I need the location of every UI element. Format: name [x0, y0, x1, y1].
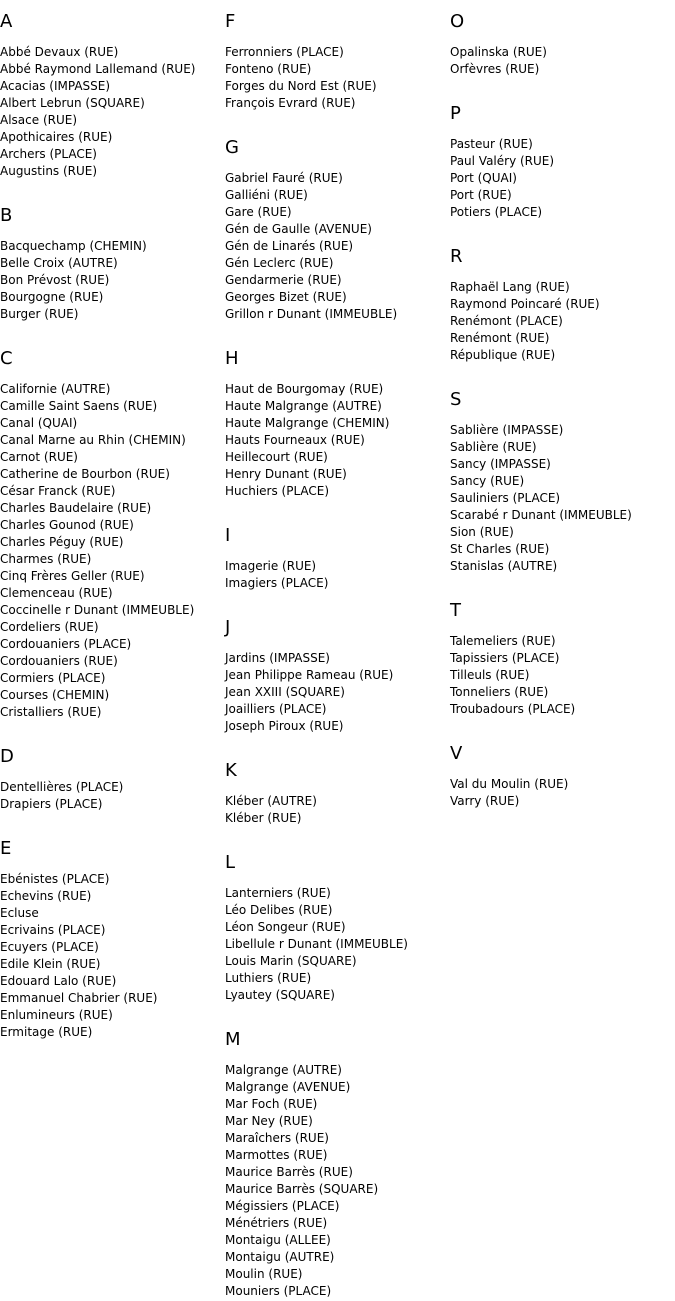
- group-spacer: [225, 112, 450, 126]
- street-item: Tilleuls (RUE): [450, 668, 530, 682]
- street-item: Raymond Poincaré (RUE): [450, 297, 600, 311]
- street-item: Malgrange (AUTRE): [225, 1063, 342, 1077]
- street-item: Sancy (RUE): [450, 474, 525, 488]
- street-item: Luthiers (RUE): [225, 971, 312, 985]
- letter-group-o: [450, 12, 675, 78]
- street-item: Belle Croix (AUTRE): [0, 256, 118, 270]
- group-spacer: [450, 718, 675, 732]
- group-spacer: [225, 500, 450, 514]
- letter-heading: L: [225, 852, 236, 873]
- street-list: [225, 558, 450, 592]
- street-item: Montaigu (AUTRE): [225, 1250, 335, 1264]
- street-list: [450, 776, 675, 810]
- street-list: [0, 238, 225, 323]
- group-spacer: [450, 364, 675, 378]
- street-list: [450, 422, 675, 575]
- street-item: Val du Moulin (RUE): [450, 777, 569, 791]
- street-item: Joseph Piroux (RUE): [225, 719, 344, 733]
- letter-heading: A: [0, 11, 13, 32]
- street-item: Sablière (RUE): [450, 440, 537, 454]
- letter-heading: H: [225, 348, 239, 369]
- street-item: Echevins (RUE): [0, 889, 92, 903]
- street-item: Ecluse: [0, 906, 39, 920]
- street-item: Cordouaniers (RUE): [0, 654, 118, 668]
- street-item: Haute Malgrange (CHEMIN): [225, 416, 390, 430]
- street-item: Cordouaniers (PLACE): [0, 637, 132, 651]
- street-list: [225, 1062, 450, 1300]
- street-item: Port (QUAI): [450, 171, 517, 185]
- street-index-column-3: [450, 0, 675, 810]
- group-spacer: [225, 592, 450, 606]
- street-item: Huchiers (PLACE): [225, 484, 330, 498]
- street-item: Edile Klein (RUE): [0, 957, 101, 971]
- street-item: Canal (QUAI): [0, 416, 78, 430]
- street-item: Opalinska (RUE): [450, 45, 547, 59]
- street-item: Cormiers (PLACE): [0, 671, 106, 685]
- street-item: Port (RUE): [450, 188, 512, 202]
- street-item: Camille Saint Saens (RUE): [0, 399, 158, 413]
- street-item: Sion (RUE): [450, 525, 514, 539]
- street-item: Haut de Bourgomay (RUE): [225, 382, 384, 396]
- street-item: Ménétriers (RUE): [225, 1216, 328, 1230]
- street-item: Abbé Devaux (RUE): [0, 45, 119, 59]
- street-index-column-1: [0, 0, 225, 1041]
- street-item: Gendarmerie (RUE): [225, 273, 342, 287]
- letter-heading: T: [450, 600, 461, 621]
- letter-heading: D: [0, 746, 14, 767]
- street-item: Bon Prévost (RUE): [0, 273, 110, 287]
- street-list: [450, 136, 675, 221]
- street-item: Talemeliers (RUE): [450, 634, 556, 648]
- street-item: Ermitage (RUE): [0, 1025, 93, 1039]
- letter-group-a: [0, 12, 225, 180]
- street-item: Apothicaires (RUE): [0, 130, 113, 144]
- group-spacer: [225, 323, 450, 337]
- street-item: Jean Philippe Rameau (RUE): [225, 668, 394, 682]
- letter-group-l: [225, 827, 450, 1004]
- street-item: Tapissiers (PLACE): [450, 651, 560, 665]
- group-spacer: [450, 78, 675, 92]
- letter-group-s: [450, 364, 675, 575]
- letter-group-d: [0, 721, 225, 813]
- street-item: Archers (PLACE): [0, 147, 97, 161]
- street-item: Sablière (IMPASSE): [450, 423, 564, 437]
- street-list: [0, 44, 225, 180]
- street-item: Dentellières (PLACE): [0, 780, 124, 794]
- street-item: Malgrange (AVENUE): [225, 1080, 351, 1094]
- street-item: Mouniers (PLACE): [225, 1284, 332, 1298]
- street-item: Varry (RUE): [450, 794, 520, 808]
- letter-group-r: [450, 221, 675, 364]
- street-item: Maraîchers (RUE): [225, 1131, 329, 1145]
- street-item: Mar Foch (RUE): [225, 1097, 318, 1111]
- letter-group-g: [225, 112, 450, 323]
- letter-group-p: [450, 78, 675, 221]
- letter-heading: I: [225, 525, 231, 546]
- street-list: [225, 44, 450, 112]
- street-item: Renémont (PLACE): [450, 314, 563, 328]
- street-item: Emmanuel Chabrier (RUE): [0, 991, 158, 1005]
- street-item: St Charles (RUE): [450, 542, 550, 556]
- street-item: Scarabé r Dunant (IMMEUBLE): [450, 508, 632, 522]
- street-item: Troubadours (PLACE): [450, 702, 576, 716]
- street-item: Cordeliers (RUE): [0, 620, 99, 634]
- street-item: Augustins (RUE): [0, 164, 98, 178]
- group-spacer: [225, 735, 450, 749]
- street-item: Cinq Frères Geller (RUE): [0, 569, 145, 583]
- street-item: Lyautey (SQUARE): [225, 988, 335, 1002]
- street-item: Montaigu (ALLEE): [225, 1233, 331, 1247]
- street-list: [450, 44, 675, 78]
- street-list: [225, 170, 450, 323]
- street-item: Albert Lebrun (SQUARE): [0, 96, 145, 110]
- group-spacer: [225, 827, 450, 841]
- letter-heading: C: [0, 348, 13, 369]
- street-item: Grillon r Dunant (IMMEUBLE): [225, 307, 398, 321]
- street-item: Georges Bizet (RUE): [225, 290, 347, 304]
- street-item: Courses (CHEMIN): [0, 688, 110, 702]
- letter-heading: M: [225, 1029, 241, 1050]
- group-spacer: [450, 221, 675, 235]
- letter-group-e: [0, 813, 225, 1041]
- street-item: Gén de Gaulle (AVENUE): [225, 222, 372, 236]
- letter-heading: E: [0, 838, 12, 859]
- street-item: François Evrard (RUE): [225, 96, 356, 110]
- street-item: Coccinelle r Dunant (IMMEUBLE): [0, 603, 195, 617]
- letter-group-h: [225, 323, 450, 500]
- letter-group-t: [450, 575, 675, 718]
- letter-heading: G: [225, 137, 239, 158]
- letter-group-m: [225, 1004, 450, 1300]
- street-item: Jardins (IMPASSE): [225, 651, 330, 665]
- street-item: Catherine de Bourbon (RUE): [0, 467, 170, 481]
- letter-group-i: [225, 500, 450, 592]
- street-item: Raphaël Lang (RUE): [450, 280, 570, 294]
- street-list: [225, 885, 450, 1004]
- street-item: Fonteno (RUE): [225, 62, 312, 76]
- street-list: [0, 779, 225, 813]
- street-item: César Franck (RUE): [0, 484, 116, 498]
- street-item: Edouard Lalo (RUE): [0, 974, 117, 988]
- street-item: Sauliniers (PLACE): [450, 491, 561, 505]
- street-item: Clemenceau (RUE): [0, 586, 113, 600]
- street-item: Kléber (RUE): [225, 811, 302, 825]
- street-item: Libellule r Dunant (IMMEUBLE): [225, 937, 408, 951]
- group-spacer: [0, 813, 225, 827]
- letter-heading: P: [450, 103, 461, 124]
- letter-group-j: [225, 592, 450, 735]
- street-item: Charmes (RUE): [0, 552, 92, 566]
- street-item: Heillecourt (RUE): [225, 450, 328, 464]
- street-item: Renémont (RUE): [450, 331, 550, 345]
- street-item: Charles Péguy (RUE): [0, 535, 124, 549]
- street-item: Cristalliers (RUE): [0, 705, 102, 719]
- letter-heading: J: [225, 617, 231, 638]
- letter-group-b: [0, 180, 225, 323]
- street-list: [0, 381, 225, 721]
- street-item: Louis Marin (SQUARE): [225, 954, 357, 968]
- street-item: Marmottes (RUE): [225, 1148, 328, 1162]
- street-item: Burger (RUE): [0, 307, 79, 321]
- street-item: Ferronniers (PLACE): [225, 45, 344, 59]
- letter-heading: F: [225, 11, 236, 32]
- street-item: Ecuyers (PLACE): [0, 940, 99, 954]
- street-item: Moulin (RUE): [225, 1267, 303, 1281]
- street-item: Alsace (RUE): [0, 113, 78, 127]
- street-item: Drapiers (PLACE): [0, 797, 103, 811]
- group-spacer: [0, 180, 225, 194]
- street-item: Charles Baudelaire (RUE): [0, 501, 152, 515]
- street-item: Gare (RUE): [225, 205, 292, 219]
- letter-heading: K: [225, 760, 237, 781]
- street-item: Henry Dunant (RUE): [225, 467, 347, 481]
- street-list: [225, 793, 450, 827]
- letter-heading: R: [450, 246, 463, 267]
- group-spacer: [225, 1004, 450, 1018]
- letter-group-v: [450, 718, 675, 810]
- street-item: Acacias (IMPASSE): [0, 79, 111, 93]
- street-item: Potiers (PLACE): [450, 205, 543, 219]
- street-item: Tonneliers (RUE): [450, 685, 549, 699]
- street-item: Paul Valéry (RUE): [450, 154, 555, 168]
- street-item: Jean XXIII (SQUARE): [225, 685, 345, 699]
- street-item: Ecrivains (PLACE): [0, 923, 106, 937]
- group-spacer: [0, 721, 225, 735]
- letter-group-c: [0, 323, 225, 721]
- street-item: Sancy (IMPASSE): [450, 457, 551, 471]
- street-list: [225, 650, 450, 735]
- street-item: Stanislas (AUTRE): [450, 559, 558, 573]
- street-list: [450, 633, 675, 718]
- street-item: Kléber (AUTRE): [225, 794, 317, 808]
- group-spacer: [0, 323, 225, 337]
- street-item: Hauts Fourneaux (RUE): [225, 433, 365, 447]
- street-item: Enlumineurs (RUE): [0, 1008, 113, 1022]
- street-item: Pasteur (RUE): [450, 137, 533, 151]
- letter-group-k: [225, 735, 450, 827]
- street-item: Gabriel Fauré (RUE): [225, 171, 343, 185]
- street-item: Canal Marne au Rhin (CHEMIN): [0, 433, 186, 447]
- street-item: Mar Ney (RUE): [225, 1114, 313, 1128]
- street-item: Imagerie (RUE): [225, 559, 317, 573]
- street-item: Bourgogne (RUE): [0, 290, 104, 304]
- street-item: Ebénistes (PLACE): [0, 872, 110, 886]
- street-item: Joailliers (PLACE): [225, 702, 327, 716]
- letter-heading: S: [450, 389, 462, 410]
- street-item: Charles Gounod (RUE): [0, 518, 134, 532]
- street-item: Forges du Nord Est (RUE): [225, 79, 377, 93]
- street-item: Léo Delibes (RUE): [225, 903, 333, 917]
- street-item: Imagiers (PLACE): [225, 576, 329, 590]
- street-item: Gén Leclerc (RUE): [225, 256, 334, 270]
- street-item: Californie (AUTRE): [0, 382, 111, 396]
- street-list: [225, 381, 450, 500]
- street-item: Maurice Barrès (SQUARE): [225, 1182, 379, 1196]
- street-item: Maurice Barrès (RUE): [225, 1165, 353, 1179]
- letter-group-f: [225, 12, 450, 112]
- street-list: [450, 279, 675, 364]
- street-item: Bacquechamp (CHEMIN): [0, 239, 147, 253]
- street-item: Léon Songeur (RUE): [225, 920, 346, 934]
- street-item: Orfèvres (RUE): [450, 62, 540, 76]
- street-item: Haute Malgrange (AUTRE): [225, 399, 382, 413]
- street-item: Galliéni (RUE): [225, 188, 308, 202]
- letter-heading: B: [0, 205, 13, 226]
- letter-heading: O: [450, 11, 465, 32]
- street-item: République (RUE): [450, 348, 556, 362]
- street-list: [0, 871, 225, 1041]
- group-spacer: [450, 575, 675, 589]
- letter-heading: V: [450, 743, 463, 764]
- street-item: Gén de Linarés (RUE): [225, 239, 354, 253]
- street-item: Lanterniers (RUE): [225, 886, 331, 900]
- street-item: Mégissiers (PLACE): [225, 1199, 340, 1213]
- street-item: Carnot (RUE): [0, 450, 78, 464]
- street-item: Abbé Raymond Lallemand (RUE): [0, 62, 196, 76]
- street-index-column-2: [225, 0, 450, 1300]
